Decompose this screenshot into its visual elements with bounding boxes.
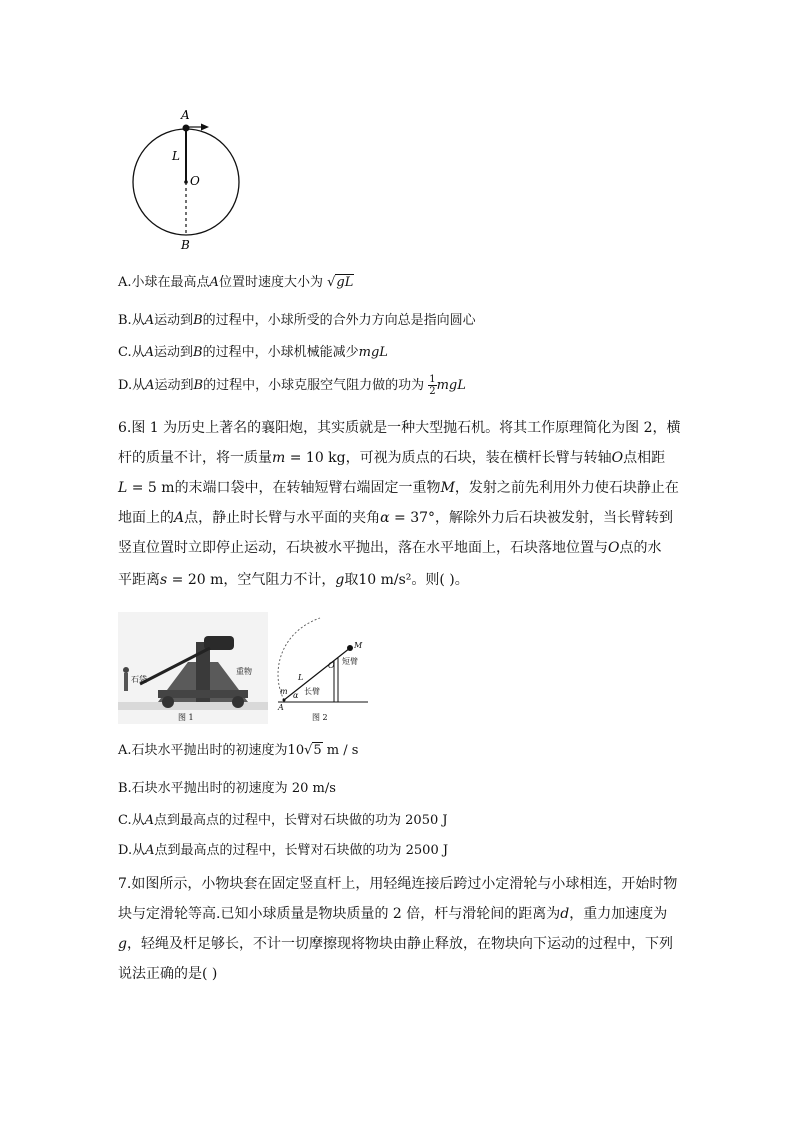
q6-option-b[interactable]: B.石块水平抛出时的初速度为 20 m/s	[118, 781, 336, 796]
q5-option-a[interactable]: A.小球在最高点A位置时速度大小为 √gL	[118, 275, 354, 290]
q5-option-b[interactable]: B.从A运动到B的过程中，小球所受的合外力方向总是指向圆心	[118, 313, 476, 328]
q7-line-2: 块与定滑轮等高.已知小球质量是物块质量的 2 倍，杆与滑轮间的距离为d，重力加速度为	[118, 906, 668, 922]
q6-option-c[interactable]: C.从A点到最高点的过程中，长臂对石块做的功为 2050 J	[118, 813, 448, 828]
label-L: L	[298, 673, 304, 682]
q7-line-4: 说法正确的是( )	[118, 966, 218, 982]
label-O: O	[190, 174, 200, 188]
lever-diagram-figure-2	[270, 612, 370, 724]
q6-line-3: L = 5 m的末端口袋中，在转轴短臂右端固定一重物M，发射之前先利用外力使石块静止在	[118, 480, 679, 496]
q6-option-a[interactable]: A.石块水平抛出时的初速度为10√5 m / s	[118, 743, 359, 758]
label-O: O	[328, 661, 335, 670]
catapult-photo-figure-1	[118, 612, 268, 724]
label-A: A	[181, 108, 190, 122]
label-B: B	[181, 238, 190, 252]
label-weight: 重物	[236, 667, 252, 676]
fraction-half: $\frac{1}{2}$	[429, 374, 436, 397]
figure-2-caption: 图 2	[312, 713, 328, 722]
q7-line-1: 7.如图所示，小物块套在固定竖直杆上，用轻绳连接后跨过小定滑轮与小球相连，开始时物	[118, 876, 678, 892]
label-alpha: α	[293, 691, 299, 700]
sqrt-expression: √5	[304, 743, 322, 758]
label-short-arm: 短臂	[342, 657, 358, 666]
label-long-arm: 长臂	[304, 687, 320, 696]
label-stone-bag: 石袋	[131, 675, 147, 684]
q5-option-c[interactable]: C.从A运动到B的过程中，小球机械能减少mgL	[118, 345, 388, 360]
sqrt-expression: √gL	[327, 275, 354, 290]
figure-1-caption: 图 1	[178, 713, 194, 722]
label-L: L	[172, 149, 180, 163]
q6-line-5: 竖直位置时立即停止运动，石块被水平抛出，落在水平地面上，石块落地位置与O点的水	[118, 540, 662, 556]
q6-line-4: 地面上的A点，静止时长臂与水平面的夹角α = 37°，解除外力后石块被发射，当长臂转到	[118, 510, 674, 526]
q5-option-d[interactable]: D.从A运动到B的过程中，小球克服空气阻力做的功为 $\frac{1}{2}$ mgL	[118, 374, 466, 397]
label-m: m	[280, 687, 288, 696]
q6-option-d[interactable]: D.从A点到最高点的过程中，长臂对石块做的功为 2500 J	[118, 843, 449, 858]
q6-line-2: 杆的质量不计，将一质量m = 10 kg，可视为质点的石块，装在横杆长臂与转轴O点相距	[118, 450, 666, 466]
circle-motion-diagram	[125, 105, 250, 255]
q7-line-3: g，轻绳及杆足够长，不计一切摩擦现将物块由静止释放，在物块向下运动的过程中，下列	[118, 936, 673, 952]
q6-line-1: 6.图 1 为历史上著名的襄阳炮，其实质就是一种大型抛石机。将其工作原理简化为图 2，横	[118, 420, 681, 436]
label-M: M	[354, 641, 363, 650]
q6-line-6: 平距离s = 20 m，空气阻力不计，g取10 m/s²。则( )。	[118, 572, 469, 588]
label-A: A	[278, 703, 284, 712]
